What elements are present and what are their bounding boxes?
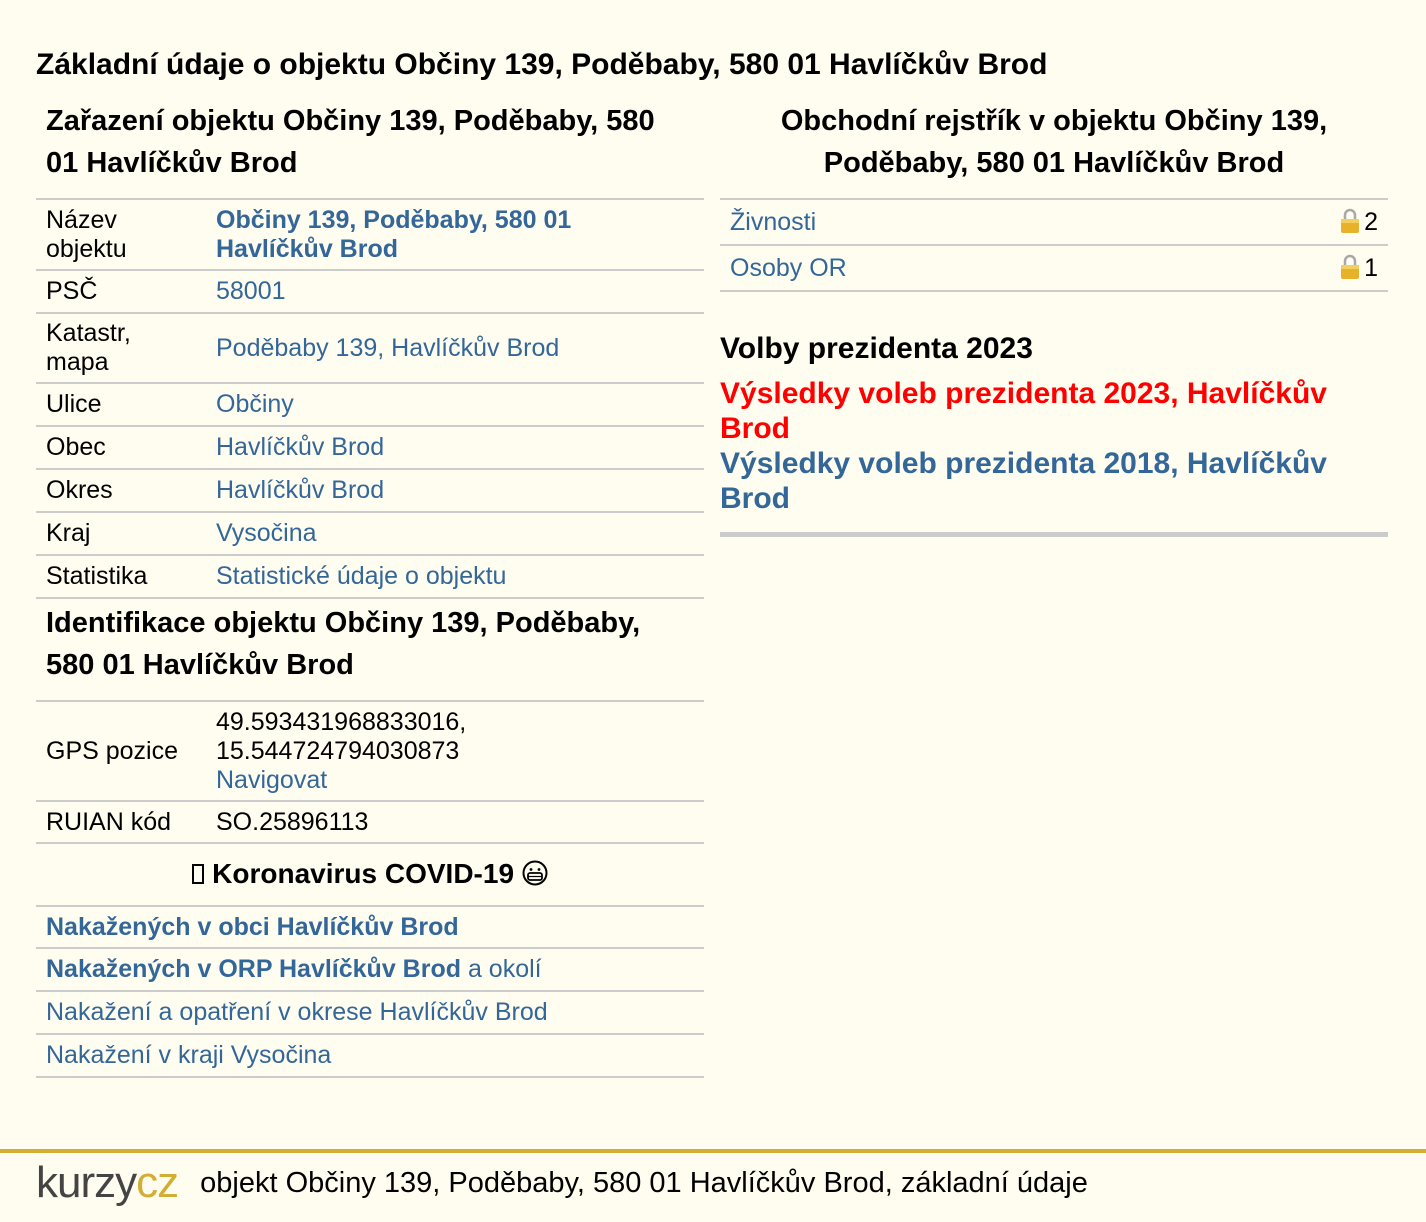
- left-column: [36, 100, 704, 1078]
- covid-district-link[interactable]: Nakažení a opatření v okrese Havlíčkův Brod: [46, 998, 548, 1026]
- logo-main-text: kurzy: [36, 1158, 137, 1207]
- covid-region-link[interactable]: Nakažení v kraji Vysočina: [46, 1041, 332, 1069]
- covid-title-text: Koronavirus COVID-19: [212, 858, 515, 889]
- missing-glyph-icon: [192, 864, 204, 884]
- footer: [36, 1158, 1088, 1208]
- list-item: [720, 200, 1388, 246]
- election-2018-link[interactable]: Výsledky voleb prezidenta 2018, Havlíčkův Brod: [720, 447, 1327, 515]
- table-row: [36, 313, 704, 383]
- table-row: [36, 270, 704, 313]
- footer-divider: [0, 1149, 1426, 1153]
- row-key-object-name: Název objektu: [36, 199, 206, 270]
- object-name-link[interactable]: Občiny 139, Poděbaby, 580 01 Havlíčkův Brod: [216, 205, 572, 263]
- table-row: [36, 426, 704, 469]
- covid-municipality-link[interactable]: Nakažených v obci Havlíčkův Brod: [46, 912, 459, 941]
- trades-count: 2: [1364, 207, 1378, 236]
- classification-table: [36, 198, 704, 599]
- table-row: [36, 383, 704, 426]
- row-key-street: Ulice: [36, 383, 206, 426]
- row-key-ruian: RUIAN kód: [36, 801, 206, 843]
- face-with-mask-icon: [522, 860, 548, 886]
- covid-orp-suffix: a okolí: [461, 955, 542, 983]
- covid-title: [36, 844, 704, 905]
- row-key-statistics: Statistika: [36, 555, 206, 598]
- gps-latitude: 49.593431968833016,: [216, 707, 467, 736]
- business-register-list: [720, 198, 1388, 292]
- row-key-psc: PSČ: [36, 270, 206, 313]
- elections-title: Volby prezidenta 2023: [720, 332, 1033, 365]
- persons-count-wrap: [1340, 254, 1378, 283]
- divider: [720, 532, 1388, 537]
- covid-links-table: [36, 905, 704, 1078]
- page-title: Základní údaje o objektu Občiny 139, Poděbaby, 580 01 Havlíčkův Brod: [36, 48, 1048, 81]
- navigate-link[interactable]: Navigovat: [216, 765, 328, 794]
- table-row: [36, 906, 704, 948]
- cadastre-link[interactable]: Poděbaby 139, Havlíčkův Brod: [216, 333, 560, 362]
- table-row: [36, 1034, 704, 1077]
- row-key-region: Kraj: [36, 512, 206, 555]
- lock-icon: [1340, 254, 1360, 280]
- election-2023-link[interactable]: Výsledky voleb prezidenta 2023, Havlíčkův Brod: [720, 377, 1327, 445]
- identification-table: [36, 700, 704, 844]
- logo-accent-text: cz: [136, 1158, 179, 1207]
- table-row: [36, 199, 704, 270]
- table-row: [36, 801, 704, 843]
- row-key-municipality: Obec: [36, 426, 206, 469]
- business-register-title: Obchodní rejstřík v objektu Občiny 139, Poděbaby, 580 01 Havlíčkův Brod: [780, 105, 1328, 179]
- statistics-link[interactable]: Statistické údaje o objektu: [216, 562, 507, 590]
- table-row: [36, 469, 704, 512]
- kurzy-logo[interactable]: [36, 1158, 179, 1207]
- table-row: [36, 991, 704, 1034]
- psc-link[interactable]: 58001: [216, 277, 286, 305]
- list-item: [720, 246, 1388, 292]
- covid-orp-link[interactable]: Nakažených v ORP Havlíčkův Brod: [46, 955, 461, 983]
- footer-text: objekt Občiny 139, Poděbaby, 580 01 Havlíčkův Brod, základní údaje: [200, 1166, 1088, 1199]
- trades-count-wrap: [1340, 208, 1378, 237]
- district-link[interactable]: Havlíčkův Brod: [216, 476, 385, 504]
- street-link[interactable]: Občiny: [216, 390, 294, 418]
- table-row: [36, 555, 704, 598]
- right-column: [720, 100, 1388, 537]
- lock-icon: [1340, 208, 1360, 234]
- classification-title: Zařazení objektu Občiny 139, Poděbaby, 580 01 Havlíčkův Brod: [46, 105, 655, 179]
- row-key-district: Okres: [36, 469, 206, 512]
- trades-link[interactable]: Živnosti: [730, 207, 817, 236]
- gps-longitude: 15.544724794030873: [216, 736, 460, 765]
- region-link[interactable]: Vysočina: [216, 519, 317, 547]
- municipality-link[interactable]: Havlíčkův Brod: [216, 433, 385, 461]
- persons-or-link[interactable]: Osoby OR: [730, 253, 847, 282]
- table-row: [36, 948, 704, 991]
- identification-title: Identifikace objektu Občiny 139, Poděbaby, 580 01 Havlíčkův Brod: [46, 607, 641, 681]
- persons-count: 1: [1364, 253, 1378, 282]
- table-row: [36, 512, 704, 555]
- table-row: [36, 701, 704, 801]
- ruian-value: SO.25896113: [206, 801, 704, 843]
- row-key-cadastre: Katastr, mapa: [36, 313, 206, 383]
- row-key-gps: GPS pozice: [36, 701, 206, 801]
